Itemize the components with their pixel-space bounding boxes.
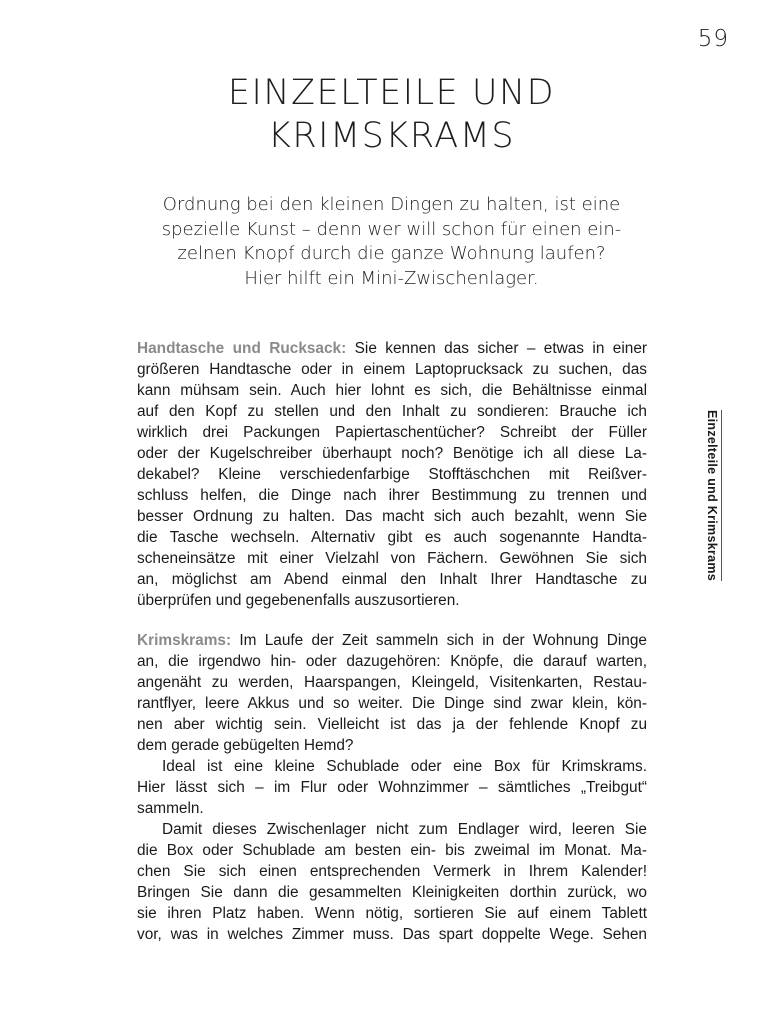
paragraph-line: sammeln. bbox=[137, 800, 204, 817]
intro-line-4: Hier hilft ein Mini-Zwischenlager. bbox=[244, 267, 539, 289]
paragraph-line: auf den Kopf zu stellen und den Inhalt zu sondieren: Brauche ich bbox=[137, 403, 647, 420]
paragraph-line: größeren Handtasche oder in einem Laptoprucksack zu suchen, das bbox=[137, 361, 647, 378]
paragraph-krimskrams bbox=[137, 630, 647, 945]
page-title bbox=[0, 72, 783, 158]
paragraph-line: wirklich drei Packungen Papiertaschentücher? Schreibt der Füller bbox=[137, 424, 647, 441]
paragraph-line bbox=[137, 338, 647, 359]
paragraph-line bbox=[137, 630, 647, 651]
paragraph-line: besser Ordnung zu halten. Das macht sich auch bezahlt, wenn Sie bbox=[137, 508, 647, 525]
intro-paragraph bbox=[130, 193, 653, 291]
paragraph-line: dem gerade gebügelten Hemd? bbox=[137, 737, 354, 754]
lead-in-handtasche: Handtasche und Rucksack: bbox=[137, 340, 347, 357]
lead-in-krimskrams: Krimskrams: bbox=[137, 632, 232, 649]
paragraph-line-text: Sie kennen das sicher – etwas in einer bbox=[346, 340, 648, 357]
page-number: 59 bbox=[697, 26, 729, 52]
paragraph-line: chen Sie sich einen entsprechenden Vermerk in Ihrem Kalender! bbox=[137, 863, 647, 880]
paragraph-line: die Tasche wechseln. Alternativ gibt es auch sogenannte Handta- bbox=[137, 529, 647, 546]
paragraph-line: Damit dieses Zwischenlager nicht zum Endlager wird, leeren Sie bbox=[162, 821, 647, 838]
page-title-line-2: KRIMSKRAMS bbox=[267, 116, 516, 156]
paragraph-line: die Box oder Schublade am besten ein- bis zweimal im Monat. Ma- bbox=[137, 842, 647, 859]
paragraph-line: Bringen Sie dann die gesammelten Kleinigkeiten dorthin zurück, wo bbox=[137, 884, 647, 901]
paragraph-line: dekabel? Kleine verschiedenfarbige Stofftäschchen mit Reißver- bbox=[137, 466, 647, 483]
paragraph-line: überprüfen und gegebenenfalls auszusortieren. bbox=[137, 592, 460, 609]
intro-line-1: Ordnung bei den kleinen Dingen zu halten, ist eine bbox=[162, 194, 621, 215]
paragraph-line: rantflyer, leere Akkus und so weiter. Die Dinge sind zwar klein, kön- bbox=[137, 695, 647, 712]
paragraph-line-text: Im Laufe der Zeit sammeln sich in der Wohnung Dinge bbox=[231, 632, 647, 649]
paragraph-line: an, möglichst am Abend einmal den Inhalt Ihrer Handtasche zu bbox=[137, 571, 647, 588]
page-title-line-1: EINZELTEILE UND bbox=[227, 73, 556, 113]
paragraph-line: an, die irgendwo hin- oder dazugehören: Knöpfe, die darauf warten, bbox=[137, 653, 647, 670]
paragraph-line: schluss helfen, die Dinge nach ihrer Bestimmung zu trennen und bbox=[137, 487, 647, 504]
paragraph-line: oder der Kugelschreiber überhaupt noch? Benötige ich all diese La- bbox=[137, 445, 647, 462]
paragraph-line: vor, was in welches Zimmer muss. Das spart doppelte Wege. Sehen bbox=[137, 926, 647, 943]
paragraph-line: Ideal ist eine kleine Schublade oder eine Box für Krimskrams. bbox=[162, 758, 647, 775]
paragraph-line: sie ihren Platz haben. Wenn nötig, sortieren Sie auf einem Tablett bbox=[137, 905, 647, 922]
intro-line-3: zelnen Knopf durch die ganze Wohnung laufen? bbox=[177, 243, 606, 264]
paragraph-line: nen aber wichtig sein. Vielleicht ist das ja der fehlende Knopf zu bbox=[137, 716, 647, 733]
chapter-side-tab bbox=[705, 410, 725, 610]
paragraph-line: Hier lässt sich – im Flur oder Wohnzimmer – sämtliches „Treibgut“ bbox=[137, 779, 647, 796]
paragraph-line: kann mühsam sein. Auch hier lohnt es sich, die Behältnisse einmal bbox=[137, 382, 647, 399]
intro-line-2: spezielle Kunst – denn wer will schon für einen ein- bbox=[161, 218, 622, 240]
paragraph-line: angenäht zu werden, Haarspangen, Kleingeld, Visitenkarten, Restau- bbox=[137, 674, 647, 691]
chapter-side-tab-label: Einzelteile und Krimskrams bbox=[705, 410, 722, 581]
paragraph-line: scheneinsätze mit einer Vielzahl von Fächern. Gewöhnen Sie sich bbox=[137, 550, 647, 567]
paragraph-handtasche bbox=[137, 338, 647, 611]
